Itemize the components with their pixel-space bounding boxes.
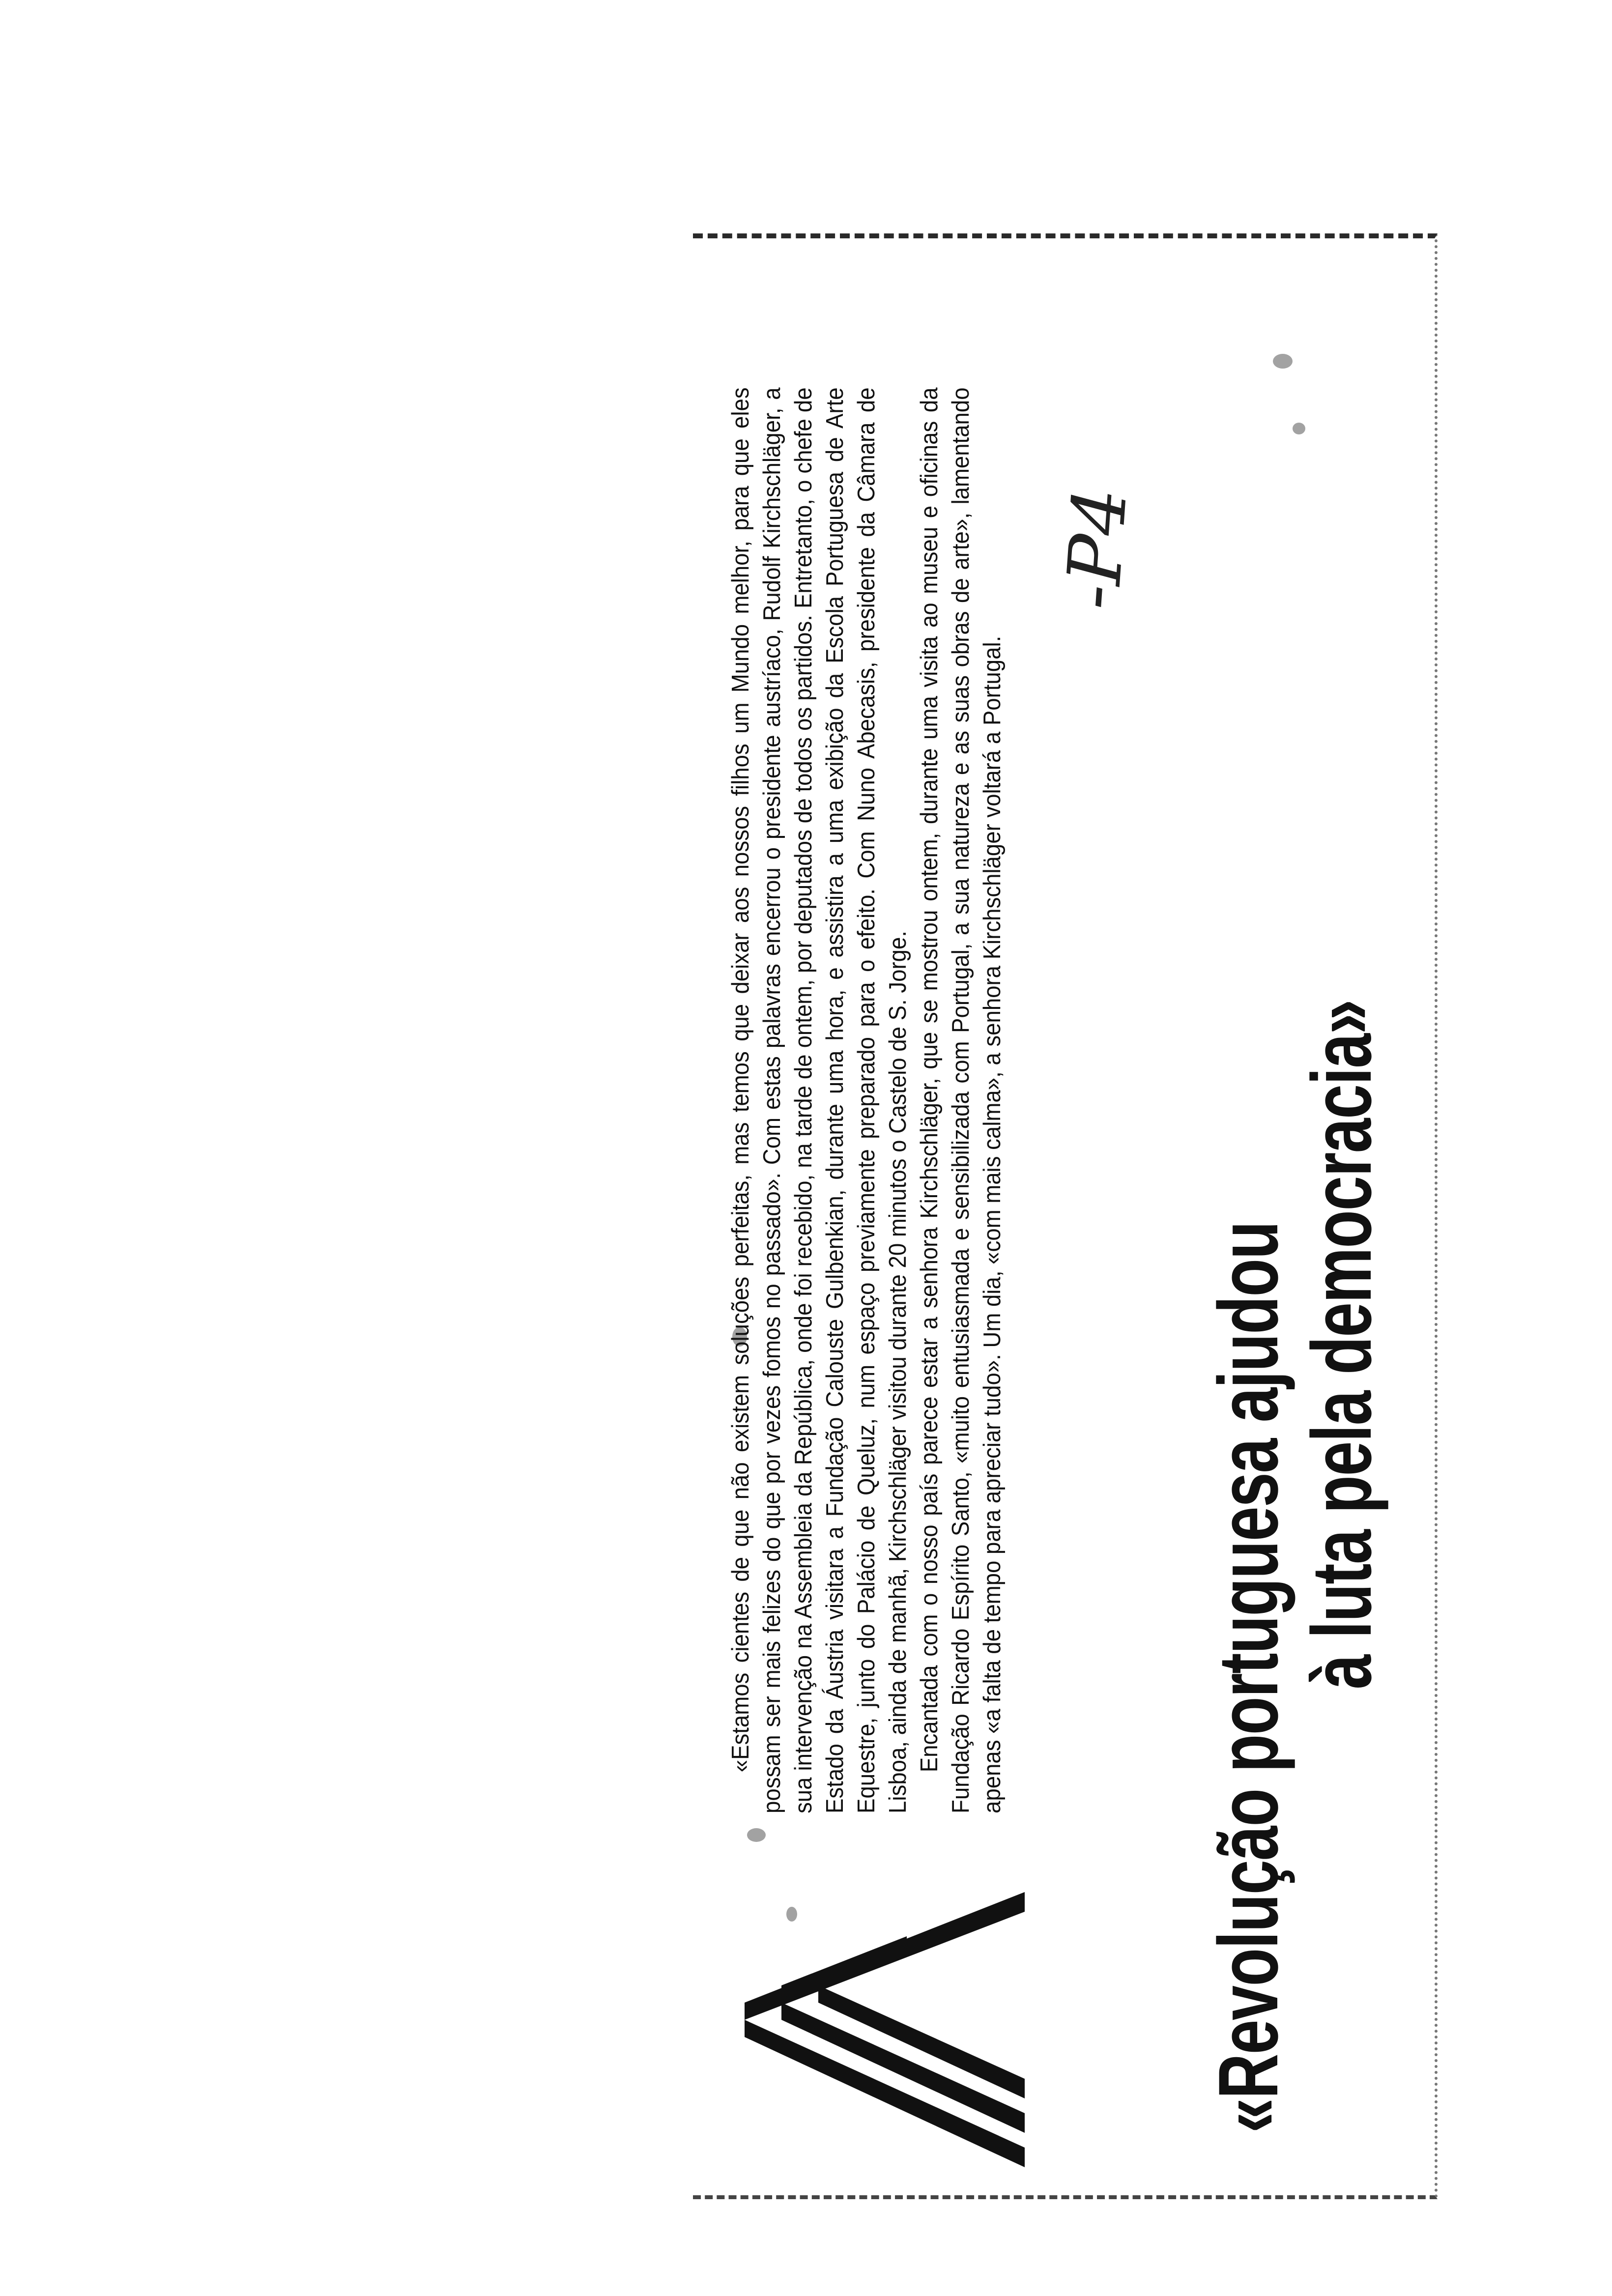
handwritten-annotation: -P4 [1050, 485, 1144, 612]
headline-line-2: à luta pela democracia» [1295, 1000, 1389, 1690]
logo-stripe [781, 1936, 907, 2003]
newspaper-article [710, 236, 1398, 2167]
newspaper-chevron-logo [730, 1892, 1035, 2167]
article-paragraph-2: Encantada com o nosso país parece estar a senhora Kirchschläger, que se mostrou ontem, durante uma visita ao museu e oficinas da Fundação Ricardo Espírito Santo, «muito entusiasmada e sensibilizada com Portugal, a sua natureza e as suas obras de arte», lamentando apenas «a falta de tempo para apreciar tudo». Um dia, «com mais calma», a senhora Kirchschläger voltará a Portugal. [916, 387, 1006, 1813]
article-body [725, 387, 1008, 1813]
logo-stripe [745, 2020, 1025, 2167]
article-paragraph-1: «Estamos cientes de que não existem soluções perfeitas, mas temos que deixar aos nossos filhos um Mundo melhor, para que eles possam ser mais felizes do que por vezes fomos no passado». Com estas palavras encerrou o presidente austríaco, Rudolf Kirchschläger, a sua intervenção na Assembleia da República, onde foi recebido, na tarde de ontem, por deputados de todos os partidos. Entretanto, o chefe de Estado da Áustria visitara a Fundação Calouste Gulbenkian, durante uma hora, e assistira a uma exibição da Escola Portuguesa de Arte Equestre, junto do Palácio de Queluz, num espaço previamente preparado para o efeito. Com Nuno Abecasis, presidente da Câmara de Lisboa, ainda de manhã, Kirchschläger visitou durante 20 minutos o Castelo de S. Jorge. [727, 387, 911, 1813]
article-headline [1202, 758, 1388, 2133]
headline-line-1: «Revolução portuguesa ajudou [1201, 1222, 1295, 2133]
